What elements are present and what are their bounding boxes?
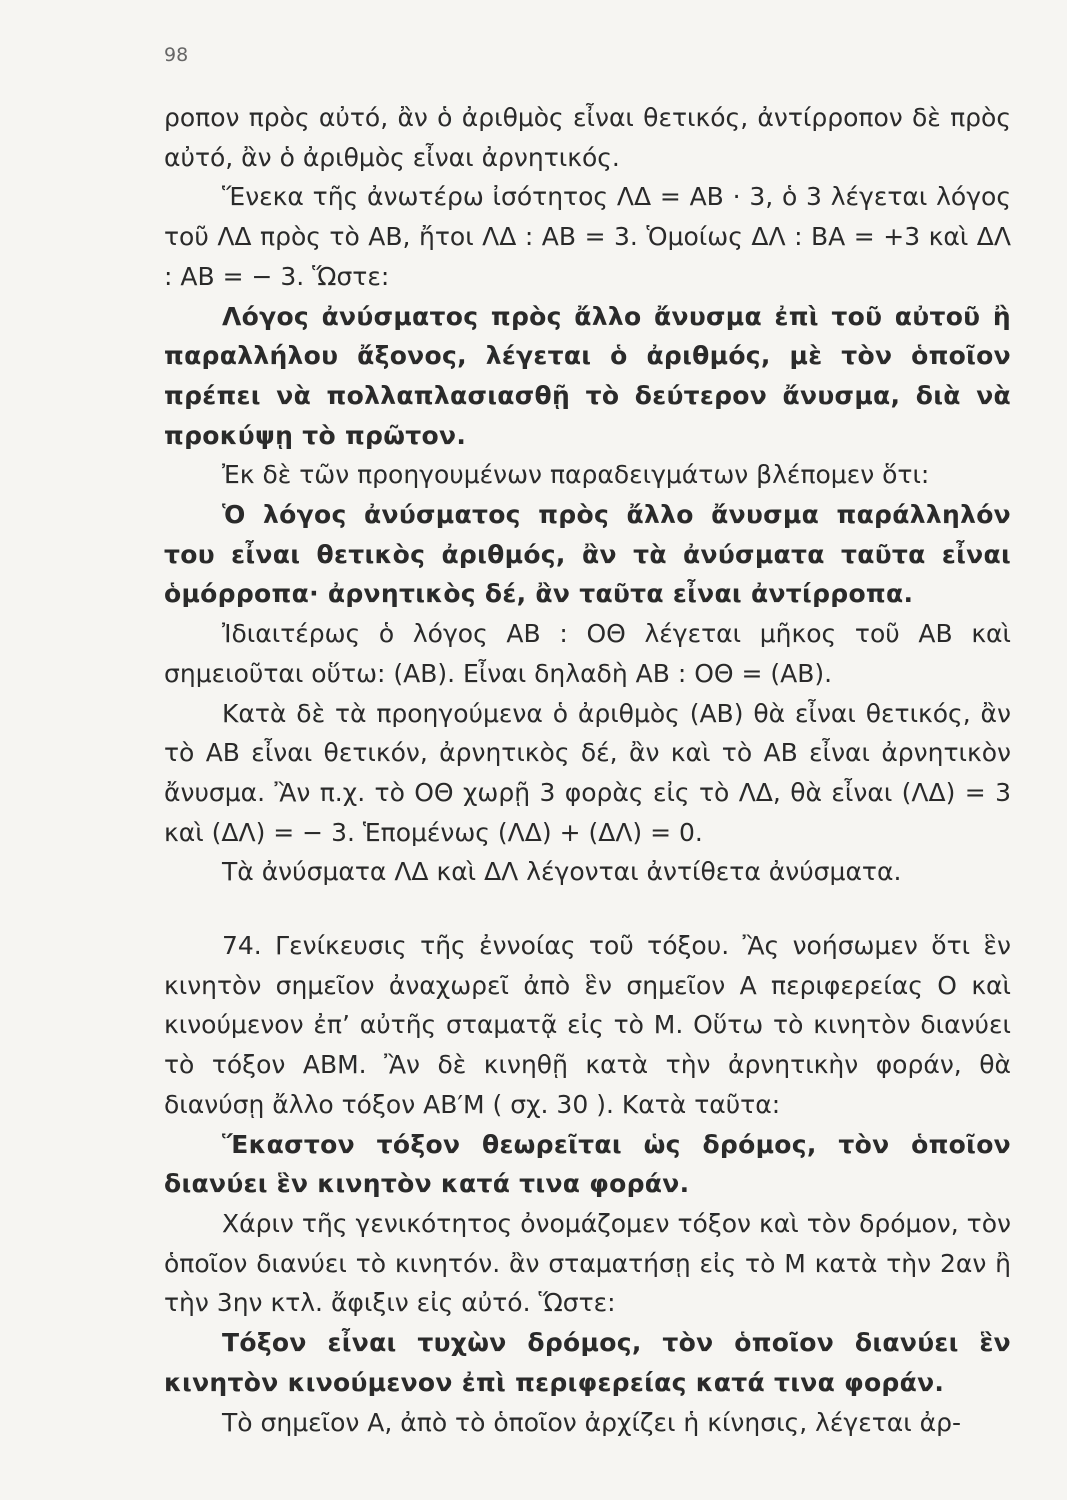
section-gap — [164, 892, 1011, 926]
definition-arc: Τόξον εἶναι τυχὼν δρόμος, τὸν ὁποῖον διανύει ἓν κινητὸν κινούμενον ἐπὶ περιφερείας κατά τινα φοράν. — [164, 1328, 1011, 1397]
definition-vector-ratio: Λόγος ἀνύσματος πρὸς ἄλλο ἄνυσμα ἐπὶ τοῦ αὐτοῦ ἢ παραλλήλου ἄξονος, λέγεται ὁ ἀριθμός, μὲ τὸν ὁποῖον πρέπει νὰ πολλαπλασιασθῇ τὸ δεύτερον ἄνυσμα, διὰ νὰ προκύψῃ τὸ πρῶτον. — [164, 301, 1011, 450]
page-number: 98 — [164, 44, 189, 66]
section-74-paragraph: 74. Γενίκευσις τῆς ἐννοίας τοῦ τόξου. Ἂς νοήσωμεν ὅτι ἓν κινητὸν σημεῖον ἀναχωρεῖ ἀπὸ ἓν σημεῖον Α περιφερείας Ο καὶ κινούμενον ἐπ’ αὐτῆς σταματᾷ εἰς τὸ Μ. Οὕτω τὸ κινητὸν διανύει τὸ τόξον ΑΒΜ. Ἂν δὲ κινηθῇ κατὰ τὴν ἀρνητικὴν φοράν, θὰ διανύσῃ ἄλλο τόξον ΑΒ′Μ ( σχ. 30 ). Κατὰ ταῦτα: — [164, 931, 1011, 1119]
theorem-ratio-sign: Ὁ λόγος ἀνύσματος πρὸς ἄλλο ἄνυσμα παράλληλόν του εἶναι θετικὸς ἀριθμός, ἂν τὰ ἀνύσματα ταῦτα εἶναι ὁμόρροπα· ἀρνητικὸς δέ, ἂν ταῦτα εἶναι ἀντίρροπα. — [164, 500, 1011, 609]
paragraph-generality: Χάριν τῆς γενικότητος ὀνομάζομεν τόξον καὶ τὸν δρόμον, τὸν ὁποῖον διανύει τὸ κινητόν. ἂν σταματήσῃ εἰς τὸ Μ κατὰ τὴν 2αν ἢ τὴν 3ην κτλ. ἄφιξιν εἰς αὐτό. Ὥστε: — [164, 1208, 1011, 1318]
paragraph-observation: Ἐκ δὲ τῶν προηγουμένων παραδειγμάτων βλέπομεν ὅτι: — [222, 460, 930, 490]
paragraph-length-definition: Ἰδιαιτέρως ὁ λόγος ΑΒ : ΟΘ λέγεται μῆκος τοῦ ΑΒ καὶ σημειοῦται οὕτω: (ΑΒ). Εἶναι δηλαδὴ ΑΒ : ΟΘ = (ΑΒ). — [164, 619, 1011, 688]
definition-arc-as-path: Ἕκαστον τόξον θεωρεῖται ὡς δρόμος, τὸν ὁποῖον διανύει ἓν κινητὸν κατά τινα φοράν. — [164, 1129, 1011, 1199]
paragraph-length-sign: Κατὰ δὲ τὰ προηγούμενα ὁ ἀριθμὸς (ΑΒ) θὰ εἶναι θετικός, ἂν τὸ ΑΒ εἶναι θετικόν, ἀρνητικὸς δέ, ἂν καὶ τὸ ΑΒ εἶναι ἀρνητικὸν ἄνυσμα. Ἂν π.χ. τὸ ΟΘ χωρῇ 3 φορὰς εἰς τὸ ΛΔ, θὰ εἶναι (ΛΔ) = 3 καὶ (ΔΛ) = − 3. Ἑπομένως (ΛΔ) + (ΔΛ) = 0. — [164, 698, 1011, 847]
paragraph-ratio-example: Ἕνεκα τῆς ἀνωτέρω ἰσότητος ΛΔ = ΑΒ · 3, ὁ 3 λέγεται λόγος τοῦ ΛΔ πρὸς τὸ ΑΒ, ἤτοι ΛΔ : ΑΒ = 3. Ὁμοίως ΔΛ : ΒΑ = +3 καὶ ΔΛ : ΑΒ = − 3. Ὥστε: — [164, 182, 1011, 291]
paragraph-opposite-vectors: Τὰ ἀνύσματα ΛΔ καὶ ΔΛ λέγονται ἀντίθετα ἀνύσματα. — [222, 857, 902, 887]
page-body — [164, 98, 1011, 1442]
paragraph-continuation: ροπον πρὸς αὐτό, ἂν ὁ ἀριθμὸς εἶναι θετικός, ἀντίρροπον δὲ πρὸς αὐτό, ἂν ὁ ἀριθμὸς εἶναι ἀρνητικός. — [164, 103, 1011, 172]
paragraph-start-point: Τὸ σημεῖον Α, ἀπὸ τὸ ὁποῖον ἀρχίζει ἡ κίνησις, λέγεται ἀρ- — [222, 1407, 962, 1437]
